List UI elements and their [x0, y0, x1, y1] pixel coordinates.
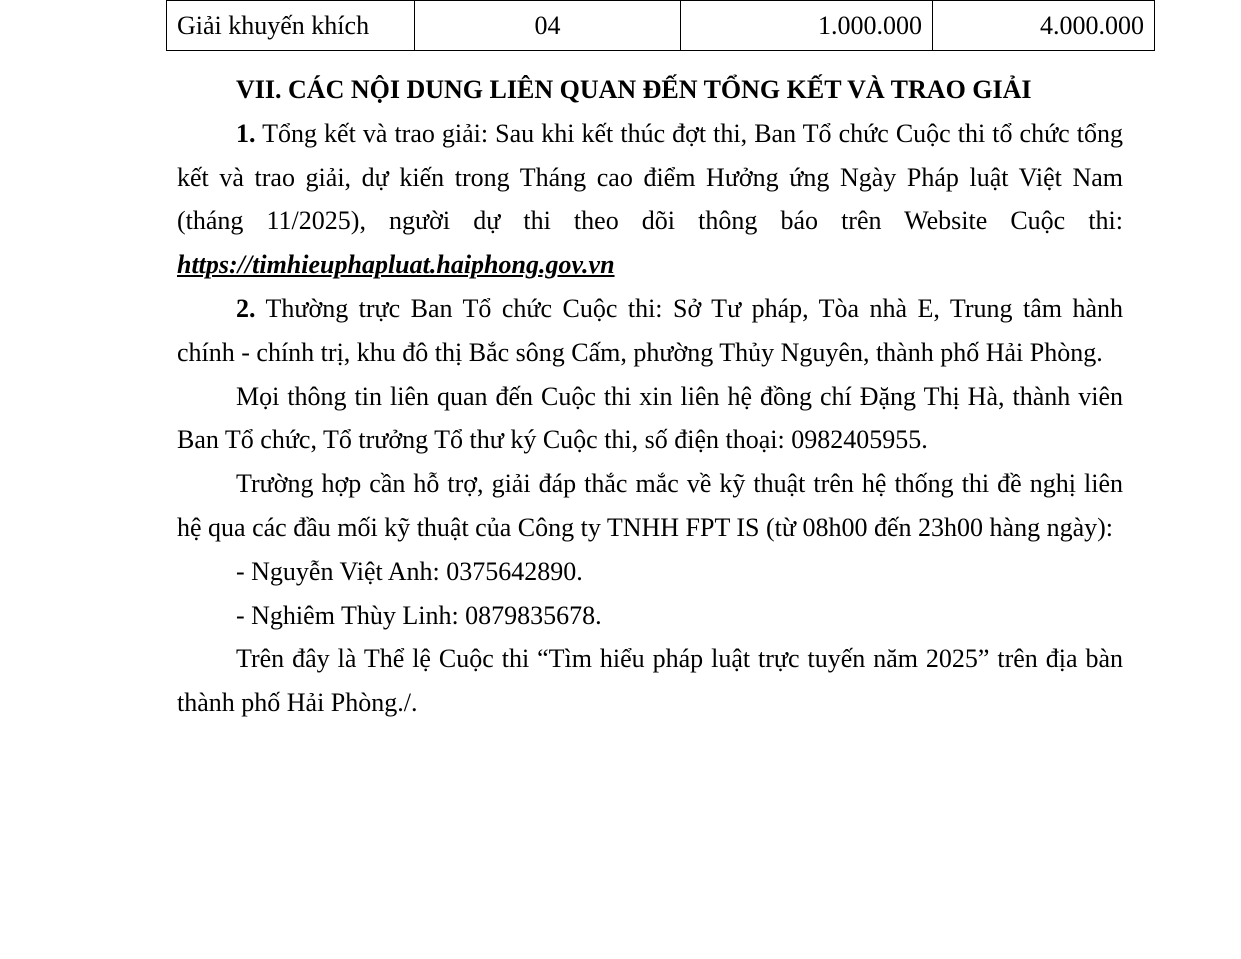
- item-2-number: 2.: [236, 293, 256, 323]
- prize-total-amount-cell: 4.000.000: [933, 1, 1155, 51]
- contest-website-link[interactable]: https://timhieuphapluat.haiphong.gov.vn: [177, 250, 615, 280]
- item-2-text: Thường trực Ban Tổ chức Cuộc thi: Sở Tư pháp, Tòa nhà E, Trung tâm hành chính - chính trị, khu đô thị Bắc sông Cấm, phường Thủy Nguyên, thành phố Hải Phòng.: [177, 293, 1123, 367]
- item-2-paragraph: [177, 287, 1123, 375]
- item-1-paragraph: [177, 112, 1123, 287]
- prize-quantity-cell: 04: [415, 1, 681, 51]
- item-1-text: Tổng kết và trao giải: Sau khi kết thúc đợt thi, Ban Tổ chức Cuộc thi tổ chức tổng kết và trao giải, dự kiến trong Tháng cao điểm Hưởng ứng Ngày Pháp luật Việt Nam (tháng 11/2025), người dự thi theo dõi thông báo trên Website Cuộc thi:: [177, 118, 1123, 236]
- closing-paragraph: Trên đây là Thể lệ Cuộc thi “Tìm hiểu pháp luật trực tuyến năm 2025” trên địa bàn thành phố Hải Phòng./.: [177, 644, 1123, 718]
- prize-name-cell: Giải khuyến khích: [167, 1, 415, 51]
- document-body: [177, 68, 1123, 725]
- prize-unit-amount-cell: 1.000.000: [681, 1, 933, 51]
- contact-paragraph: Mọi thông tin liên quan đến Cuộc thi xin liên hệ đồng chí Đặng Thị Hà, thành viên Ban Tổ chức, Tổ trưởng Tổ thư ký Cuộc thi, số điện thoại: 0982405955.: [177, 381, 1123, 455]
- section-heading: VII. CÁC NỘI DUNG LIÊN QUAN ĐẾN TỔNG KẾT VÀ TRAO GIẢI: [236, 75, 1032, 104]
- support-paragraph: Trường hợp cần hỗ trợ, giải đáp thắc mắc về kỹ thuật trên hệ thống thi đề nghị liên hệ qua các đầu mối kỹ thuật của Công ty TNHH FPT IS (từ 08h00 đến 23h00 hàng ngày):: [177, 469, 1123, 542]
- tech-contact-2: - Nghiêm Thùy Linh: 0879835678.: [236, 600, 602, 630]
- item-1-number: 1.: [236, 118, 256, 148]
- tech-contact-1: - Nguyễn Việt Anh: 0375642890.: [236, 556, 583, 586]
- table-row: [167, 1, 1155, 51]
- prize-table: [166, 0, 1155, 51]
